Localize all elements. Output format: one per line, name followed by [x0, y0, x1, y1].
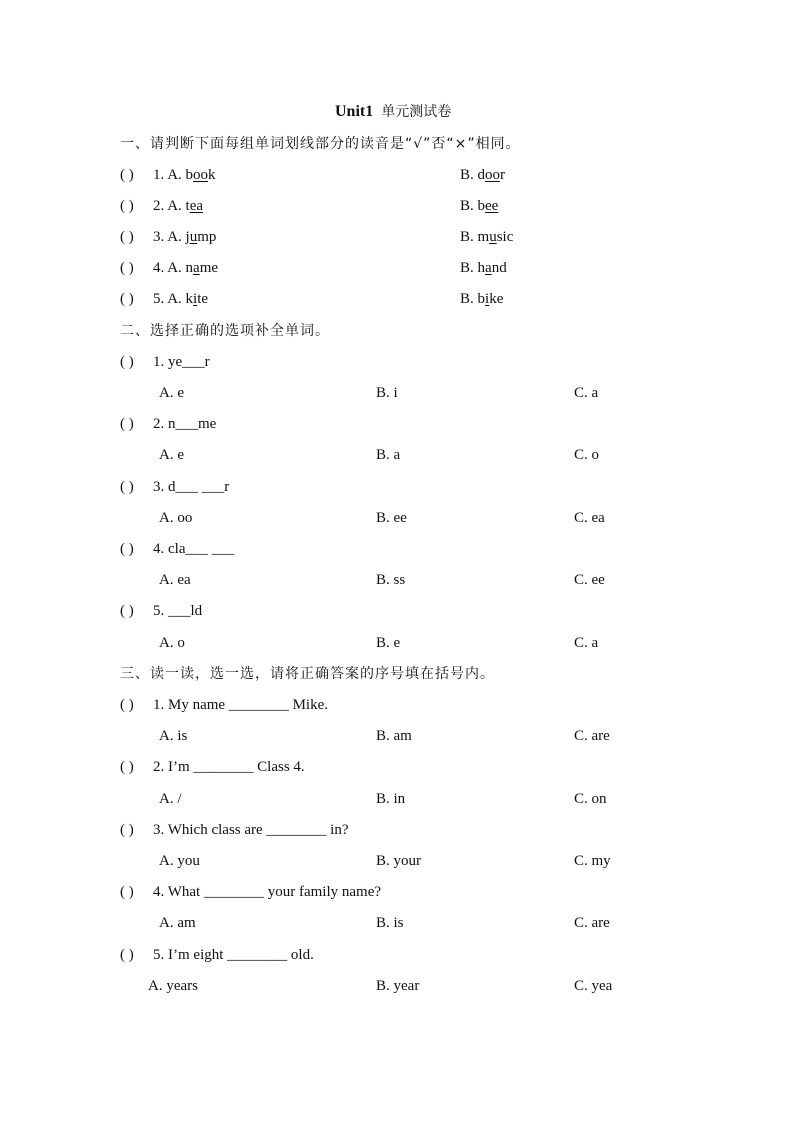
page-title — [335, 103, 451, 121]
section1-option-b — [460, 290, 503, 308]
option-b: B. i — [376, 385, 398, 401]
option-label: A. — [167, 229, 182, 245]
option-b: B. ee — [376, 510, 407, 526]
section3-question — [120, 758, 305, 776]
word-part: r — [500, 167, 506, 183]
word-part: t — [185, 198, 190, 214]
answer-paren[interactable]: ( ) — [120, 229, 134, 245]
question-number: 1. — [153, 167, 165, 183]
option-label: B. — [460, 167, 474, 183]
answer-paren[interactable]: ( ) — [120, 884, 134, 900]
underlined-letters: i — [193, 291, 198, 307]
underlined-letters: ee — [485, 198, 499, 214]
option-a: A. you — [159, 853, 200, 869]
option-label: A. — [167, 291, 182, 307]
section3-question — [120, 696, 328, 714]
question-text: 2. n___me — [153, 416, 217, 432]
option-a: A. ea — [159, 572, 191, 588]
option-a: A. / — [159, 791, 182, 807]
word-part: n — [185, 260, 194, 276]
question-number: 2. — [153, 198, 165, 214]
section2-heading: 二、选择正确的选项补全单词。 — [120, 323, 330, 339]
option-b: B. a — [376, 447, 401, 463]
option-c: C. a — [574, 385, 599, 401]
word-part: k — [185, 291, 194, 307]
word-part: j — [185, 229, 190, 245]
question-text: 3. d___ ___r — [153, 479, 230, 495]
word-part: k — [208, 167, 216, 183]
option-b: B. am — [376, 728, 412, 744]
answer-paren[interactable]: ( ) — [120, 354, 134, 370]
option-a: A. e — [159, 447, 184, 463]
answer-paren[interactable]: ( ) — [120, 603, 134, 619]
option-label: B. — [460, 198, 474, 214]
section1-option-b — [460, 259, 507, 277]
section2-question — [120, 415, 216, 433]
word-part: ke — [489, 291, 504, 307]
underlined-letters: u — [189, 229, 198, 245]
section2-question — [120, 353, 210, 371]
question-text: 5. ___ld — [153, 603, 203, 619]
answer-paren[interactable]: ( ) — [120, 759, 134, 775]
option-c: C. ea — [574, 510, 605, 526]
option-label: A. — [167, 198, 182, 214]
word-part: b — [185, 167, 194, 183]
underlined-letters: i — [485, 291, 490, 307]
question-number: 5. — [153, 291, 165, 307]
section1-row — [120, 228, 216, 246]
option-b: B. ss — [376, 572, 406, 588]
word-part: mp — [197, 229, 217, 245]
section1-row — [120, 197, 203, 215]
answer-paren[interactable]: ( ) — [120, 416, 134, 432]
section1-option-b — [460, 166, 505, 184]
option-b: B. in — [376, 791, 406, 807]
option-b: B. is — [376, 915, 404, 931]
option-a: A. oo — [159, 510, 193, 526]
word-part: b — [477, 291, 486, 307]
answer-paren[interactable]: ( ) — [120, 167, 134, 183]
word-part: h — [477, 260, 486, 276]
section3-question — [120, 821, 349, 839]
section2-question — [120, 540, 234, 558]
word-part: te — [197, 291, 209, 307]
option-c: C. are — [574, 915, 610, 931]
word-part: m — [477, 229, 490, 245]
answer-paren[interactable]: ( ) — [120, 697, 134, 713]
underlined-letters: ea — [189, 198, 204, 214]
underlined-letters: a — [193, 260, 200, 276]
question-text: 2. I’m ________ Class 4. — [153, 759, 305, 775]
answer-paren[interactable]: ( ) — [120, 822, 134, 838]
option-a: A. e — [159, 385, 184, 401]
option-label: B. — [460, 260, 474, 276]
word-part: sic — [496, 229, 514, 245]
underlined-letters: u — [489, 229, 497, 245]
title-cn: 单元测试卷 — [381, 104, 452, 120]
word-part: me — [199, 260, 219, 276]
question-text: 3. Which class are ________ in? — [153, 822, 349, 838]
question-text: 1. ye___r — [153, 354, 210, 370]
question-text: 4. cla___ ___ — [153, 541, 235, 557]
section2-question — [120, 602, 202, 620]
word-part: b — [477, 198, 486, 214]
option-b: B. e — [376, 635, 401, 651]
answer-paren[interactable]: ( ) — [120, 479, 134, 495]
option-b: B. year — [376, 978, 420, 994]
option-label: B. — [460, 229, 474, 245]
option-c: C. my — [574, 853, 611, 869]
option-c: C. o — [574, 447, 600, 463]
answer-paren[interactable]: ( ) — [120, 291, 134, 307]
section3-question — [120, 883, 381, 901]
section1-row — [120, 290, 208, 308]
underlined-letters: oo — [485, 167, 501, 183]
option-label: A. — [167, 167, 182, 183]
option-b: B. your — [376, 853, 421, 869]
option-label: A. — [167, 260, 182, 276]
section1-option-b — [460, 228, 513, 246]
question-number: 3. — [153, 229, 165, 245]
underlined-letters: oo — [193, 167, 209, 183]
option-c: C. are — [574, 728, 610, 744]
word-part: nd — [491, 260, 507, 276]
section1-heading: 一、请判断下面每组单词划线部分的读音是“√”否“×”相同。 — [120, 136, 521, 152]
title-unit: Unit1 — [335, 103, 374, 120]
question-text: 5. I’m eight ________ old. — [153, 947, 314, 963]
question-text: 1. My name ________ Mike. — [153, 697, 328, 713]
section1-row — [120, 259, 218, 277]
underlined-letters: a — [485, 260, 492, 276]
answer-paren[interactable]: ( ) — [120, 198, 134, 214]
option-c: C. yea — [574, 978, 613, 994]
section3-question — [120, 946, 314, 964]
section1-row — [120, 166, 216, 184]
section3-heading: 三、读一读，选一选，请将正确答案的序号填在括号内。 — [120, 666, 495, 682]
option-a: A. am — [159, 915, 196, 931]
question-number: 4. — [153, 260, 165, 276]
option-a: A. years — [148, 978, 198, 994]
answer-paren[interactable]: ( ) — [120, 947, 134, 963]
option-c: C. a — [574, 635, 599, 651]
section1-option-b — [460, 197, 498, 215]
option-c: C. ee — [574, 572, 605, 588]
word-part: d — [477, 167, 486, 183]
option-label: B. — [460, 291, 474, 307]
option-a: A. o — [159, 635, 185, 651]
question-text: 4. What ________ your family name? — [153, 884, 382, 900]
section2-question — [120, 478, 229, 496]
answer-paren[interactable]: ( ) — [120, 541, 134, 557]
option-a: A. is — [159, 728, 188, 744]
option-c: C. on — [574, 791, 607, 807]
answer-paren[interactable]: ( ) — [120, 260, 134, 276]
